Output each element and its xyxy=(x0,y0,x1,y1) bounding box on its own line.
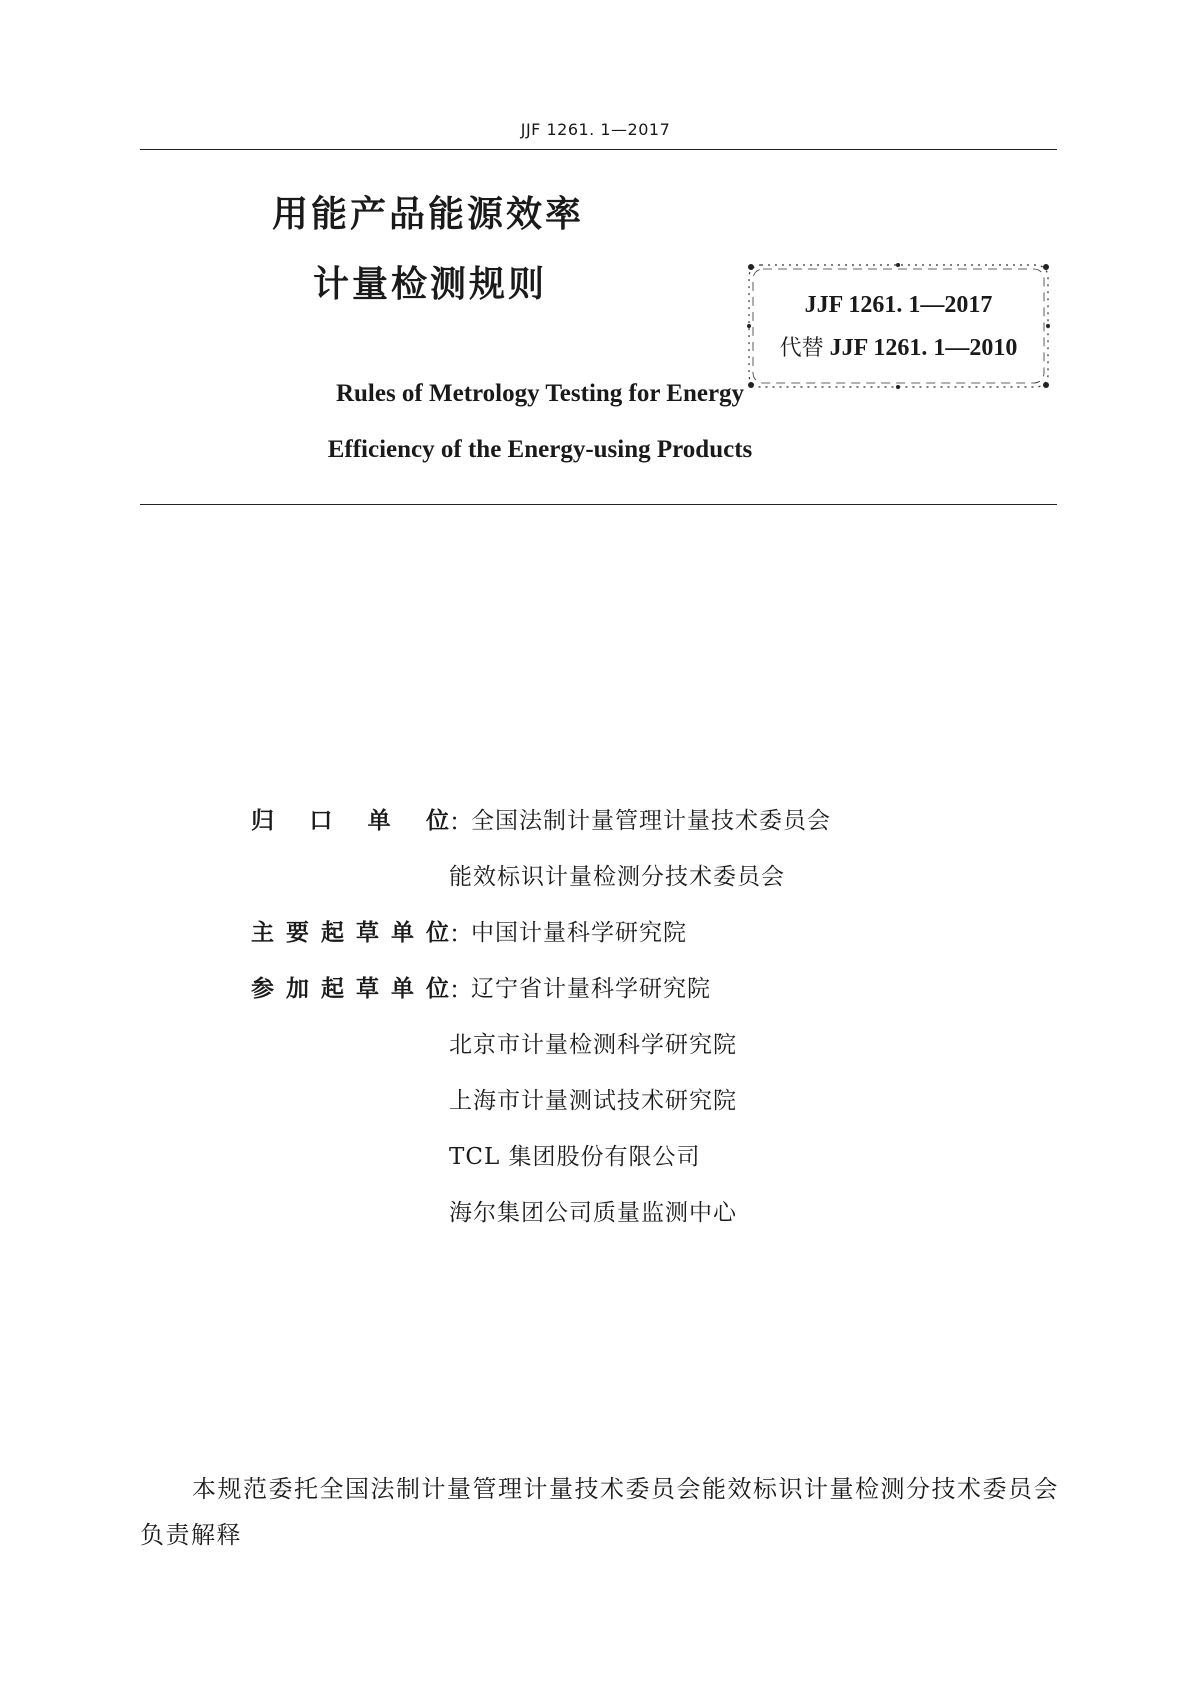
replaced-code: JJF 1261. 1—2010 xyxy=(829,335,1018,361)
participating-value: 上海市计量测试技术研究院 xyxy=(449,1088,737,1114)
colon: ： xyxy=(449,920,473,948)
responsible-unit-value: 全国法制计量管理计量技术委员会 xyxy=(471,808,831,834)
responsible-unit-label: 归口单位 xyxy=(251,808,449,834)
bottom-divider xyxy=(140,504,1057,505)
participating-row-2 xyxy=(449,1026,737,1066)
current-code: JJF 1261. 1—2017 xyxy=(804,292,993,318)
participating-label: 参加起草单位 xyxy=(251,976,449,1002)
main-drafting-row xyxy=(251,914,687,954)
top-divider xyxy=(140,149,1057,150)
title-en-line-2: Efficiency of the Energy-using Products xyxy=(327,436,753,463)
participating-value: 北京市计量检测科学研究院 xyxy=(449,1032,737,1058)
responsible-unit-row xyxy=(251,802,831,842)
interpretation-note: 本规范委托全国法制计量管理计量技术委员会能效标识计量检测分技术委员会负责解释 xyxy=(140,1475,1059,1549)
replaces-code-line xyxy=(746,331,1051,362)
participating-value: 海尔集团公司质量监测中心 xyxy=(449,1200,737,1226)
colon: ： xyxy=(449,976,473,1004)
responsible-unit-value: 能效标识计量检测分技术委员会 xyxy=(449,864,785,890)
decorative-border xyxy=(746,262,1051,390)
participating-row-5 xyxy=(449,1194,737,1234)
responsible-unit-row-2 xyxy=(449,858,785,898)
standard-code-box xyxy=(746,262,1051,390)
title-zh-line-2: 计量检测规则 xyxy=(313,264,548,305)
title-zh-line-1: 用能产品能源效率 xyxy=(272,194,585,235)
main-drafting-label: 主要起草单位 xyxy=(251,920,449,946)
participating-value: 辽宁省计量科学研究院 xyxy=(471,976,711,1002)
main-drafting-value: 中国计量科学研究院 xyxy=(471,920,687,946)
colon: ： xyxy=(449,808,473,836)
participating-row xyxy=(251,970,711,1010)
title-en-line-1: Rules of Metrology Testing for Energy xyxy=(335,380,745,407)
header-standard-code: JJF 1261. 1—2017 xyxy=(520,120,671,139)
participating-row-4 xyxy=(449,1138,701,1178)
replaces-label: 代替 xyxy=(779,336,824,361)
participating-value: TCL 集团股份有限公司 xyxy=(449,1144,701,1170)
participating-row-3 xyxy=(449,1082,737,1122)
